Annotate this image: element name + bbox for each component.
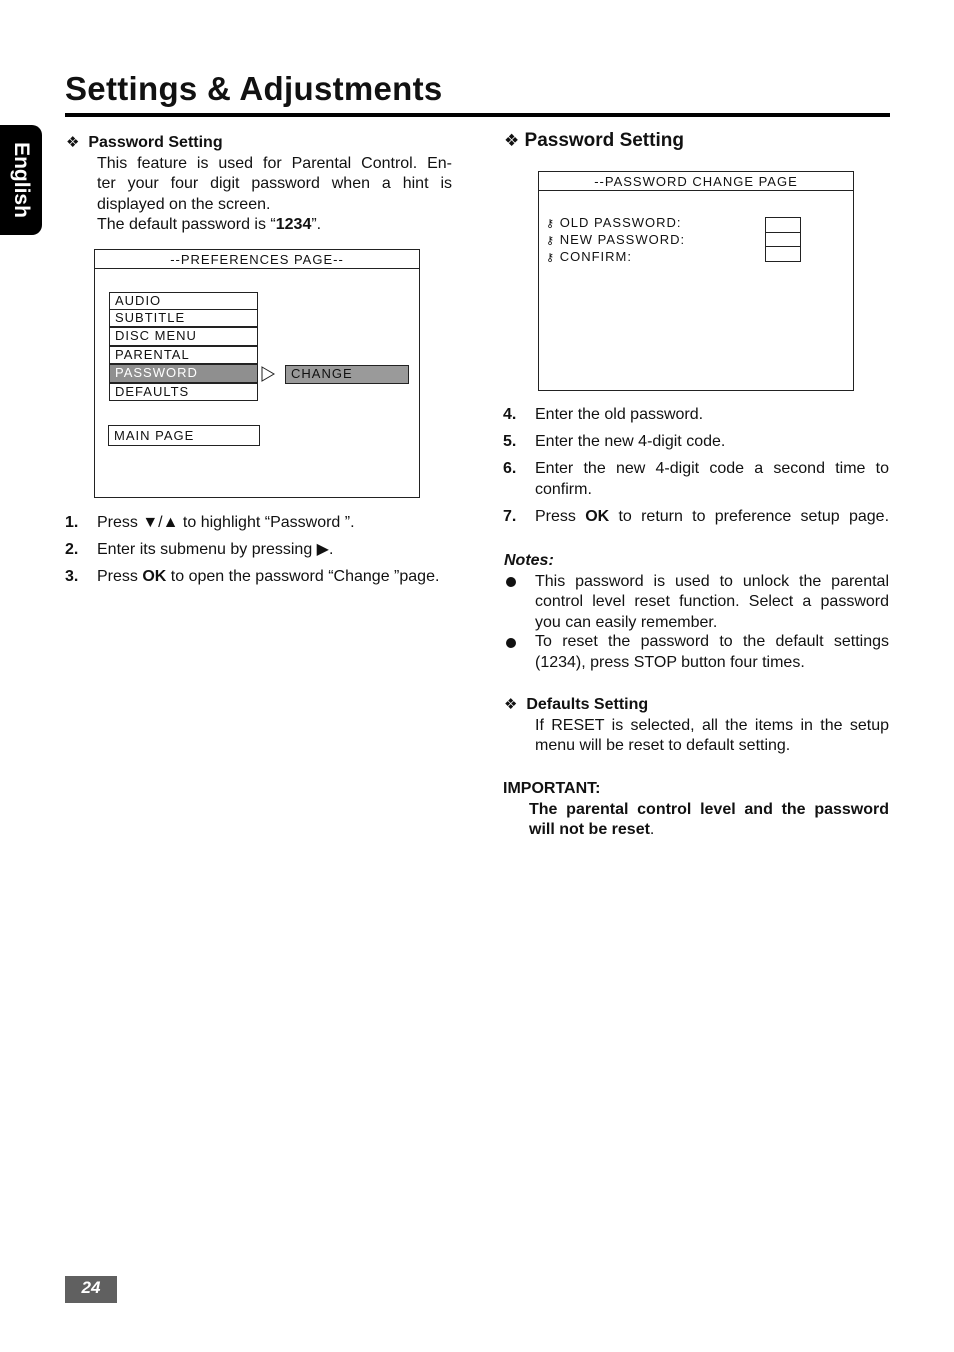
step-4-text: Enter the old password.	[535, 406, 704, 423]
confirm-field[interactable]	[765, 246, 801, 262]
step-3-number: 3.	[65, 568, 79, 585]
key-icon: ⚷	[546, 235, 556, 247]
step-7-text-a: Press	[535, 508, 586, 525]
language-tab	[0, 125, 42, 235]
step-7-ok: OK	[585, 508, 610, 525]
step-3-text-a: Press	[97, 568, 143, 585]
defaults-line-1: If RESET is selected, all the items in the setup	[535, 717, 889, 734]
notes-heading: Notes:	[504, 552, 554, 569]
right-section-heading	[504, 130, 684, 152]
note-1-line-2: control level reset function. Select a password	[535, 593, 889, 610]
defaults-heading-text: Defaults Setting	[526, 696, 649, 713]
menu-item-disc-menu[interactable]: DISC MENU	[109, 327, 258, 346]
submenu-change[interactable]: CHANGE	[285, 365, 409, 384]
key-icon: ⚷	[546, 252, 556, 264]
intro-line-1: This feature is used for Parental Control. En-	[97, 155, 452, 172]
step-7-number: 7.	[503, 508, 517, 525]
confirm-label: CONFIRM:	[559, 249, 632, 264]
note-1-line-1: This password is used to unlock the parental	[535, 573, 889, 590]
step-6	[503, 459, 516, 480]
step-5-number: 5.	[503, 433, 517, 450]
step-6-text-line-1: Enter the new 4-digit code a second time to	[535, 460, 889, 477]
new-password-label: NEW PASSWORD:	[559, 232, 686, 247]
step-4	[503, 405, 704, 426]
menu-item-audio[interactable]: AUDIO	[109, 292, 258, 310]
diamond-bullet-icon: ❖	[504, 696, 518, 713]
intro-line-2: ter your four digit password when a hint is	[97, 175, 452, 192]
left-heading-text: Password Setting	[88, 134, 223, 151]
important-line-1: The parental control level and the password	[529, 801, 889, 818]
password-page-title: --PASSWORD CHANGE PAGE	[539, 172, 853, 191]
diamond-bullet-icon: ❖	[504, 131, 520, 150]
step-6-number: 6.	[503, 460, 517, 477]
page-title: Settings & Adjustments	[65, 70, 443, 107]
step-2	[65, 540, 334, 561]
old-password-label: OLD PASSWORD:	[559, 215, 682, 230]
bullet-icon	[506, 638, 516, 648]
new-password-row	[546, 232, 685, 247]
menu-item-parental[interactable]: PARENTAL	[109, 346, 258, 364]
step-1-number: 1.	[65, 514, 79, 531]
menu-item-password[interactable]: PASSWORD	[109, 364, 258, 383]
key-icon: ⚷	[546, 218, 556, 230]
default-suffix: ”.	[311, 216, 322, 233]
preferences-menu-title: --PREFERENCES PAGE--	[95, 250, 419, 269]
old-password-field[interactable]	[765, 217, 801, 233]
important-end: .	[649, 821, 655, 838]
step-5	[503, 432, 726, 453]
bullet-icon	[506, 577, 516, 587]
defaults-heading	[504, 695, 648, 716]
page-number: 24	[65, 1276, 117, 1303]
important-heading: IMPORTANT:	[503, 780, 601, 797]
step-6-text-line-2: confirm.	[535, 481, 592, 498]
step-7	[503, 507, 516, 528]
old-password-row	[546, 215, 682, 230]
step-3-text-b: to open the password “Change ”page.	[166, 568, 440, 585]
note-2-line-1: To reset the password to the default settings	[535, 633, 889, 650]
default-password-value: 1234	[275, 216, 312, 233]
new-password-field[interactable]	[765, 232, 801, 247]
language-tab-label: English	[10, 142, 33, 218]
step-7-text	[535, 507, 889, 528]
default-password-text	[97, 215, 321, 236]
diamond-bullet-icon: ❖	[66, 134, 80, 151]
step-3	[65, 567, 440, 588]
step-3-ok: OK	[142, 568, 167, 585]
important-line-2	[529, 820, 654, 841]
defaults-line-2: menu will be reset to default setting.	[535, 737, 791, 754]
menu-item-subtitle[interactable]: SUBTITLE	[109, 309, 258, 327]
right-heading-text: Password Setting	[524, 130, 684, 151]
intro-line-3: displayed on the screen.	[97, 196, 271, 213]
left-section-heading	[66, 133, 223, 154]
step-3-text	[97, 567, 439, 588]
menu-item-defaults[interactable]: DEFAULTS	[109, 383, 258, 401]
preferences-menu-box	[94, 249, 420, 498]
step-2-number: 2.	[65, 541, 79, 558]
confirm-row	[546, 249, 632, 264]
default-prefix: The default password is “	[97, 216, 276, 233]
main-page-button[interactable]: MAIN PAGE	[108, 425, 260, 446]
note-1-line-3: you can easily remember.	[535, 614, 718, 631]
step-1-text: Press ▼/▲ to highlight “Password ”.	[97, 514, 355, 531]
step-4-number: 4.	[503, 406, 517, 423]
note-2-line-2: (1234), press STOP button four times.	[535, 654, 805, 671]
title-rule	[65, 113, 890, 117]
step-2-text: Enter its submenu by pressing ▶.	[97, 541, 334, 558]
step-5-text: Enter the new 4-digit code.	[535, 433, 726, 450]
important-line-2-text: will not be reset	[529, 821, 650, 838]
step-7-text-b: to return to preference setup page.	[609, 508, 890, 525]
submenu-arrow-icon	[261, 366, 275, 382]
step-1	[65, 513, 355, 534]
password-change-box	[538, 171, 854, 391]
